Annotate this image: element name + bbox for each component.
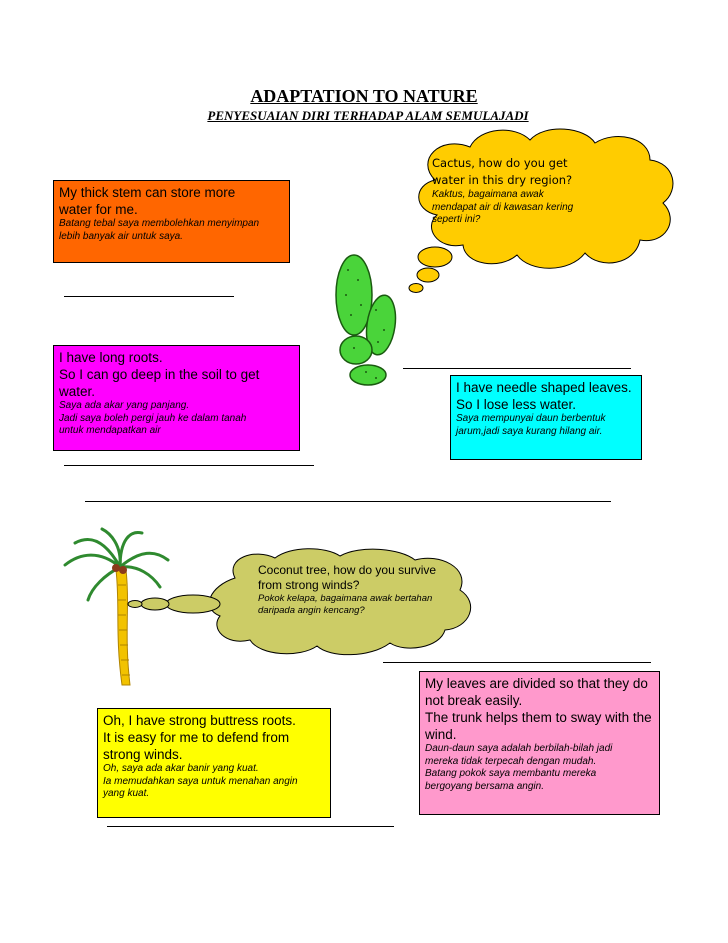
stem-translation: Batang tebal saya membolehkan menyimpan lebih banyak air untuk saya. <box>59 218 260 242</box>
cactus-image <box>326 250 406 390</box>
answer-line <box>85 501 611 502</box>
roots-translation: Saya ada akar yang panjang. Jadi saya boleh pergi jauh ke dalam tanah untuk mendapatkan air <box>59 400 247 436</box>
page-subtitle: PENYESUAIAN DIRI TERHADAP ALAM SEMULAJADI <box>207 108 529 123</box>
needle-leaves-box <box>450 375 642 460</box>
buttress-roots-text: Oh, I have strong buttress roots. It is easy for me to defend from strong winds. <box>103 713 296 762</box>
divided-leaves-box <box>419 671 660 815</box>
page-title: ADAPTATION TO NATURE <box>250 86 478 106</box>
stem-text: My thick stem can store more water for me. <box>59 185 236 217</box>
buttress-roots-translation: Oh, saya ada akar banir yang kuat. Ia memudahkan saya untuk menahan angin yang kuat. <box>103 763 298 799</box>
divided-leaves-text: My leaves are divided so that they do not break easily. The trunk helps them to sway with the wind. <box>425 676 652 742</box>
roots-text: I have long roots. So I can go deep in the soil to get water. <box>59 350 260 399</box>
cactus-question-translation: Kaktus, bagaimana awak mendapat air di kawasan kering seperti ini? <box>432 189 574 225</box>
answer-line <box>64 296 234 297</box>
divided-leaves-translation: Daun-daun saya adalah berbilah-bilah jadi mereka tidak terpecah dengan mudah. Batang pokok saya membantu mereka bergoyang bersama angin. <box>425 743 613 792</box>
cactus-question: Cactus, how do you get water in this dry region? <box>432 156 573 187</box>
answer-line <box>383 662 651 663</box>
answer-line <box>107 826 394 827</box>
needle-leaves-text: I have needle shaped leaves. So I lose less water. <box>456 380 632 412</box>
coconut-question-translation: Pokok kelapa, bagaimana awak bertahan daripada angin kencang? <box>258 593 433 616</box>
stem-box <box>53 180 290 263</box>
answer-line <box>403 368 631 369</box>
answer-line <box>64 465 314 466</box>
needle-leaves-translation: Saya mempunyai daun berbentuk jarum,jadi saya kurang hilang air. <box>456 413 606 437</box>
buttress-roots-box <box>97 708 331 818</box>
roots-box <box>53 345 300 451</box>
coconut-question: Coconut tree, how do you survive from strong winds? <box>258 563 437 592</box>
